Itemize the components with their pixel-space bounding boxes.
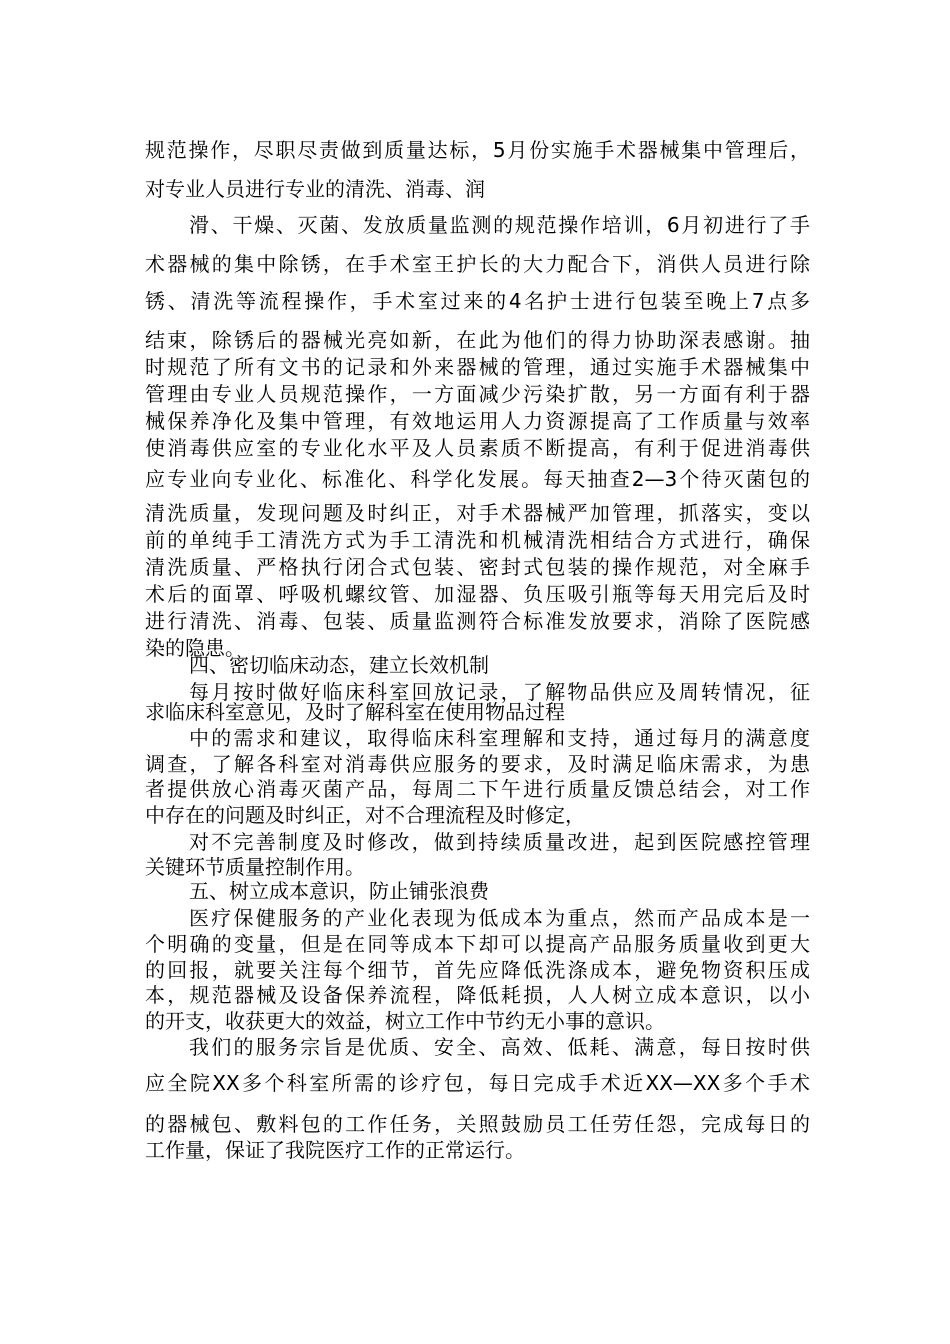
text-line: 个明确的变量，但是在同等成本下却可以提高产品服务质量收到更大 xyxy=(145,932,810,956)
text-line: 应全院XX多个科室所需的诊疗包，每日完成手术近XX—XX多个手术 xyxy=(145,1071,810,1095)
text-line: 术后的面罩、呼吸机螺纹管、加湿器、负压吸引瓶等每天用完后及时 xyxy=(145,582,810,606)
text-line: 调查，了解各科室对消毒供应服务的要求，及时满足临床需求，为患 xyxy=(145,752,810,776)
text-line: 滑、干燥、灭菌、发放质量监测的规范操作培训，6月初进行了手 xyxy=(189,213,810,237)
text-line: 中的需求和建议，取得临床科室理解和支持，通过每月的满意度 xyxy=(189,726,810,750)
text-line: 每月按时做好临床科室回放记录，了解物品供应及周转情况，征 xyxy=(189,680,810,704)
text-line: 的器械包、敷料包的工作任务，关照鼓励员工任劳任怨，完成每日的 xyxy=(145,1112,810,1136)
text-line: 医疗保健服务的产业化表现为低成本为重点，然而产品成本是一 xyxy=(189,906,810,930)
text-line: 使消毒供应室的专业化水平及人员素质不断提高，有利于促进消毒供 xyxy=(145,436,810,460)
text-line: 前的单纯手工清洗方式为手工清洗和机械清洗相结合方式进行，确保 xyxy=(145,528,810,552)
text-line: 的回报，就要关注每个细节，首先应降低洗涤成本，避免物资积压成 xyxy=(145,958,810,982)
text-line: 械保养净化及集中管理，有效地运用人力资源提高了工作质量与效率 xyxy=(145,409,810,433)
text-line: 中存在的问题及时纠正，对不合理流程及时修定， xyxy=(145,803,585,827)
text-line: 求临床科室意见，及时了解科室在使用物品过程 xyxy=(145,700,565,724)
text-line: 染的隐患。 xyxy=(145,636,245,660)
text-line: 应专业向专业化、标准化、科学化发展。每天抽查2—3个待灭菌包的 xyxy=(145,467,810,491)
text-line: 时规范了所有文书的记录和外来器械的管理，通过实施手术器械集中 xyxy=(145,355,810,379)
text-line: 清洗质量、严格执行闭合式包装、密封式包装的操作规范，对全麻手 xyxy=(145,555,810,579)
text-line: 工作量，保证了我院医疗工作的正常运行。 xyxy=(145,1138,525,1162)
text-line: 管理由专业人员规范操作，一方面减少污染扩散，另一方面有利于器 xyxy=(145,382,810,406)
text-line: 锈、清洗等流程操作，手术室过来的4名护士进行包装至晚上7点多 xyxy=(145,289,810,313)
text-line: 本，规范器械及设备保养流程，降低耗损，人人树立成本意识，以小 xyxy=(145,983,810,1007)
text-line: 对专业人员进行专业的清洗、消毒、润 xyxy=(145,177,485,201)
text-line: 进行清洗、消毒、包装、质量监测符合标准发放要求，消除了医院感 xyxy=(145,609,810,633)
text-line: 术器械的集中除锈，在手术室王护长的大力配合下，消供人员进行除 xyxy=(145,252,810,276)
text-line: 的开支，收获更大的效益，树立工作中节约无小事的意识。 xyxy=(145,1009,665,1033)
text-line: 清洗质量，发现问题及时纠正，对手术器械严加管理，抓落实，变以 xyxy=(145,501,810,525)
text-line: 我们的服务宗旨是优质、安全、高效、低耗、满意，每日按时供 xyxy=(189,1035,810,1059)
text-line: 结束，除锈后的器械光亮如新，在此为他们的得力协助深表感谢。抽 xyxy=(145,328,810,352)
section-heading: 五、树立成本意识，防止铺张浪费 xyxy=(189,879,489,903)
text-line: 规范操作，尽职尽责做到质量达标，5月份实施手术器械集中管理后， xyxy=(145,138,810,162)
section-heading: 四、密切临床动态，建立长效机制 xyxy=(189,653,489,677)
text-line: 者提供放心消毒灭菌产品，每周二下午进行质量反馈总结会，对工作 xyxy=(145,777,810,801)
text-line: 关键环节质量控制作用。 xyxy=(145,855,365,879)
text-line: 对不完善制度及时修改，做到持续质量改进，起到医院感控管理 xyxy=(189,830,810,854)
